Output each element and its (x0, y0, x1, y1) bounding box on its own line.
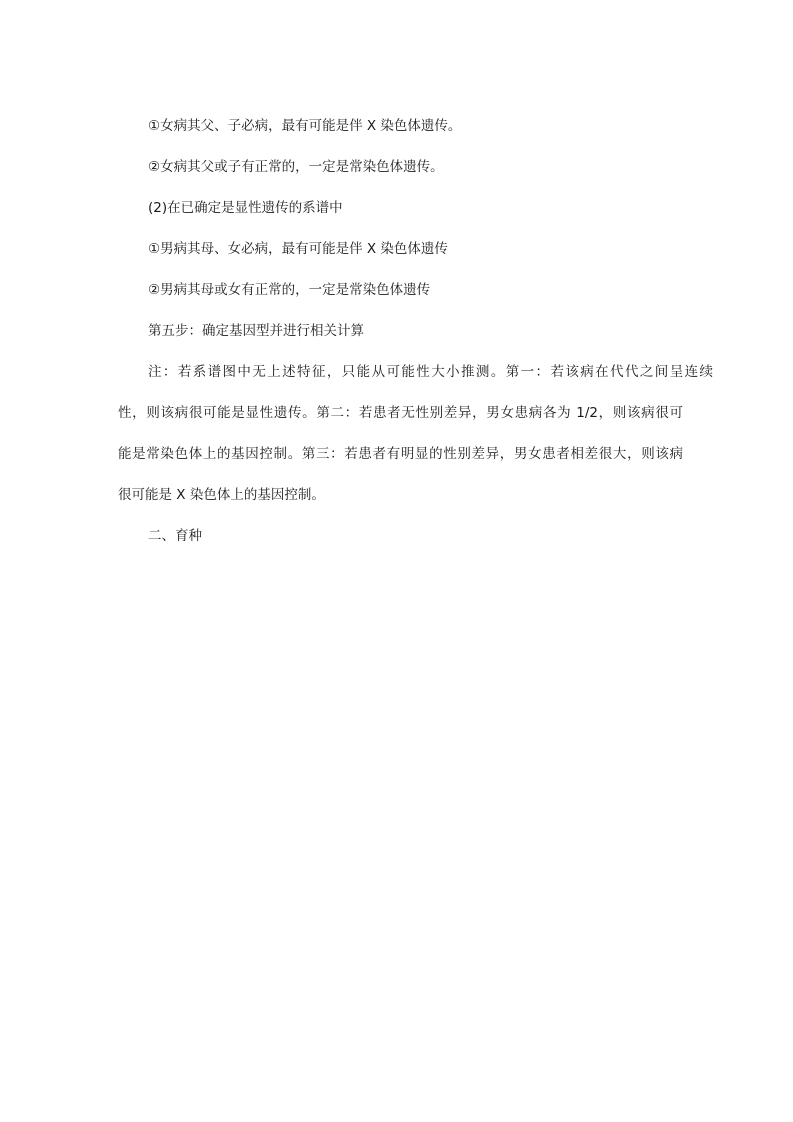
step-five-heading: 第五步：确定基因型并进行相关计算 (148, 323, 364, 339)
rule-male-mother-daughter: ①男病其母、女必病，最有可能是伴 X 染色体遗传 (148, 241, 448, 257)
rule-female-father-son: ①女病其父、子必病，最有可能是伴 X 染色体遗传。 (148, 118, 462, 134)
note-line-2: 性，则该病很可能是显性遗传。第二：若患者无性别差异，男女患病各为 1/2，则该病很可 (118, 405, 683, 421)
subheading-dominant-pedigree: (2)在已确定是显性遗传的系谱中 (148, 200, 343, 216)
note-line-1: 注：若系谱图中无上述特征，只能从可能性大小推测。第一：若该病在代代之间呈连续 (148, 364, 713, 380)
section-heading-breeding: 二、育种 (148, 528, 202, 544)
rule-female-father-or-son-normal: ②女病其父或子有正常的，一定是常染色体遗传。 (148, 159, 444, 175)
note-line-4: 很可能是 X 染色体上的基因控制。 (118, 487, 325, 503)
rule-male-mother-or-daughter-normal: ②男病其母或女有正常的，一定是常染色体遗传 (148, 282, 431, 298)
note-line-3: 能是常染色体上的基因控制。第三：若患者有明显的性别差异，男女患者相差很大，则该病 (118, 446, 683, 462)
document-body (118, 106, 713, 557)
